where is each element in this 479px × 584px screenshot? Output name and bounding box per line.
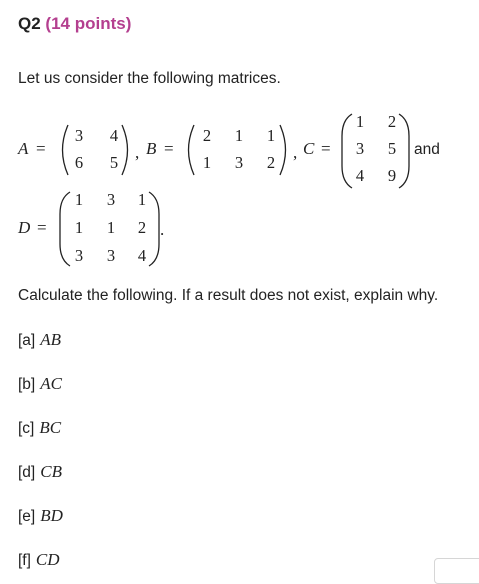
part-label: [b] bbox=[18, 376, 36, 393]
matrix-b-left-paren bbox=[182, 123, 196, 177]
matrix-c-right-bracket bbox=[397, 112, 411, 190]
matrix-b-label: B bbox=[146, 139, 157, 158]
comma-a: , bbox=[135, 143, 140, 162]
matrix-d-cell: 3 bbox=[74, 246, 84, 265]
matrix-d-cell: 3 bbox=[106, 190, 116, 209]
matrix-c-cell: 9 bbox=[387, 166, 397, 185]
matrix-b-cell: 2 bbox=[202, 126, 212, 145]
equals-sign-b: = bbox=[164, 139, 174, 158]
part-expression: CD bbox=[35, 550, 60, 569]
part-d bbox=[18, 462, 62, 482]
part-c bbox=[18, 418, 61, 438]
question-number: Q2 bbox=[18, 14, 41, 33]
matrix-c-cell: 5 bbox=[387, 139, 397, 158]
matrix-c-label: C bbox=[303, 139, 315, 158]
matrix-b-cell: 3 bbox=[234, 153, 244, 172]
matrix-d-right-bracket bbox=[147, 190, 161, 268]
part-expression: BD bbox=[40, 506, 63, 525]
matrix-b-cell: 1 bbox=[266, 126, 276, 145]
matrix-d-cell: 1 bbox=[106, 218, 116, 237]
matrix-d-label: D bbox=[18, 218, 31, 237]
matrix-d-cell: 1 bbox=[74, 218, 84, 237]
matrix-a-right-paren bbox=[120, 123, 134, 177]
part-a bbox=[18, 330, 61, 350]
matrix-b-cell: 2 bbox=[266, 153, 276, 172]
part-label: [a] bbox=[18, 332, 36, 349]
part-label: [e] bbox=[18, 508, 36, 525]
question-title bbox=[18, 14, 131, 34]
matrix-b-cell: 1 bbox=[234, 126, 244, 145]
matrix-c-cell: 3 bbox=[355, 139, 365, 158]
matrix-c-cell: 2 bbox=[387, 112, 397, 131]
matrix-a-cell: 6 bbox=[74, 153, 84, 172]
instruction-text: Calculate the following. If a result does not exist, explain why. bbox=[18, 287, 439, 304]
part-b bbox=[18, 374, 62, 394]
part-e bbox=[18, 506, 63, 526]
matrix-b-cell: 1 bbox=[202, 153, 212, 172]
answer-box[interactable] bbox=[434, 558, 479, 584]
part-label: [c] bbox=[18, 420, 35, 437]
part-expression: AB bbox=[40, 330, 62, 349]
matrix-d-cell: 1 bbox=[137, 190, 147, 209]
matrix-d-cell: 1 bbox=[74, 190, 84, 209]
matrix-a-label: A bbox=[18, 139, 29, 158]
equals-sign-a: = bbox=[36, 139, 46, 158]
matrix-b-right-paren bbox=[278, 123, 292, 177]
equals-sign-d: = bbox=[37, 218, 47, 237]
intro-text: Let us consider the following matrices. bbox=[18, 70, 281, 87]
equals-sign-c: = bbox=[321, 139, 331, 158]
matrix-a-cell: 3 bbox=[74, 126, 84, 145]
and-word: and bbox=[414, 141, 440, 158]
matrix-a-left-paren bbox=[56, 123, 70, 177]
matrix-d-cell: 4 bbox=[137, 246, 147, 265]
part-expression: AC bbox=[40, 374, 62, 393]
part-expression: CB bbox=[40, 462, 62, 481]
comma-b: , bbox=[293, 143, 298, 162]
question-points: (14 points) bbox=[45, 14, 132, 33]
period-d: . bbox=[160, 220, 165, 239]
part-f bbox=[18, 550, 60, 570]
matrix-a-cell: 4 bbox=[109, 126, 119, 145]
matrix-c-cell: 1 bbox=[355, 112, 365, 131]
part-label: [f] bbox=[18, 552, 31, 569]
matrix-c-cell: 4 bbox=[355, 166, 365, 185]
matrix-a-cell: 5 bbox=[109, 153, 119, 172]
part-label: [d] bbox=[18, 464, 36, 481]
matrix-d-cell: 2 bbox=[137, 218, 147, 237]
part-expression: BC bbox=[39, 418, 62, 437]
matrix-d-cell: 3 bbox=[106, 246, 116, 265]
